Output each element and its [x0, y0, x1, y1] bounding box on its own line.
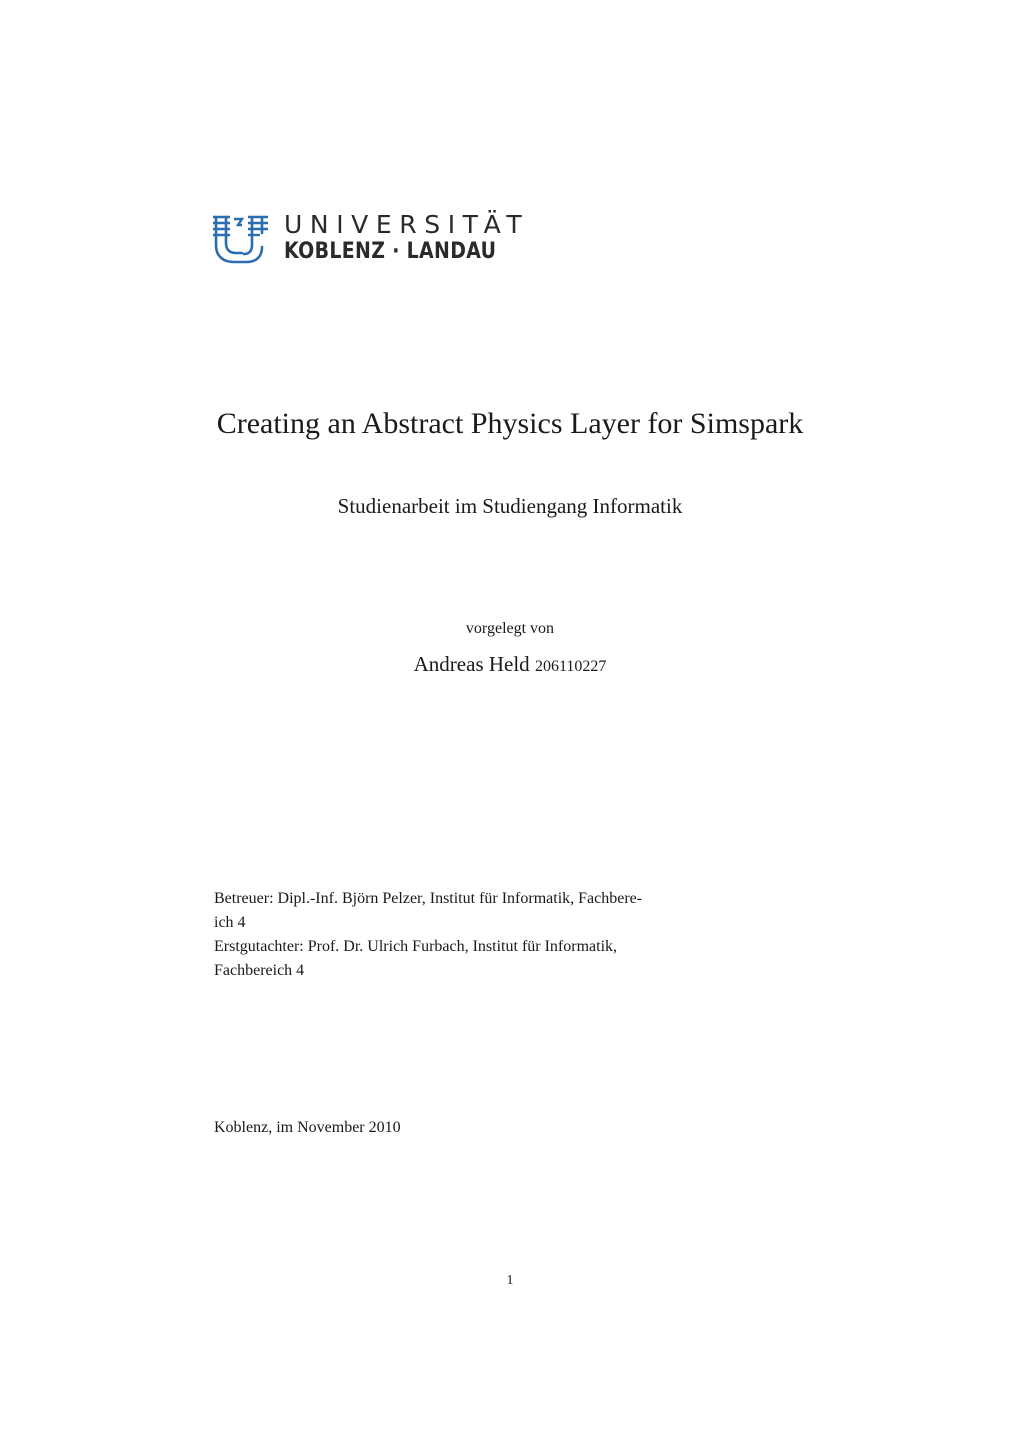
university-emblem-icon	[212, 211, 270, 265]
author-name: Andreas Held	[413, 652, 530, 676]
author-id: 206110227	[534, 658, 607, 675]
university-name-line1: UNIVERSITÄT	[284, 210, 530, 239]
erstgutachter-line-2: Fachbereich 4	[214, 962, 305, 979]
erstgutachter-line-1: Erstgutachter: Prof. Dr. Ulrich Furbach, Institut für Informatik,	[214, 938, 618, 955]
university-name	[284, 212, 531, 265]
betreuer-line-2: ich 4	[214, 914, 246, 931]
supervisors-block	[214, 887, 806, 983]
place-date: Koblenz, im November 2010	[214, 1119, 401, 1136]
university-name-line2: KOBLENZ · LANDAU	[284, 239, 497, 264]
document-subtitle: Studienarbeit im Studiengang Informatik	[337, 494, 683, 518]
presented-by-label: vorgelegt von	[465, 620, 555, 637]
university-logo	[212, 210, 530, 265]
author-line	[0, 650, 1020, 681]
betreuer-line-1: Betreuer: Dipl.-Inf. Björn Pelzer, Institut für Informatik, Fachbere-	[214, 890, 643, 907]
document-title: Creating an Abstract Physics Layer for Simspark	[216, 407, 804, 440]
page-number: 1	[506, 1273, 514, 1288]
